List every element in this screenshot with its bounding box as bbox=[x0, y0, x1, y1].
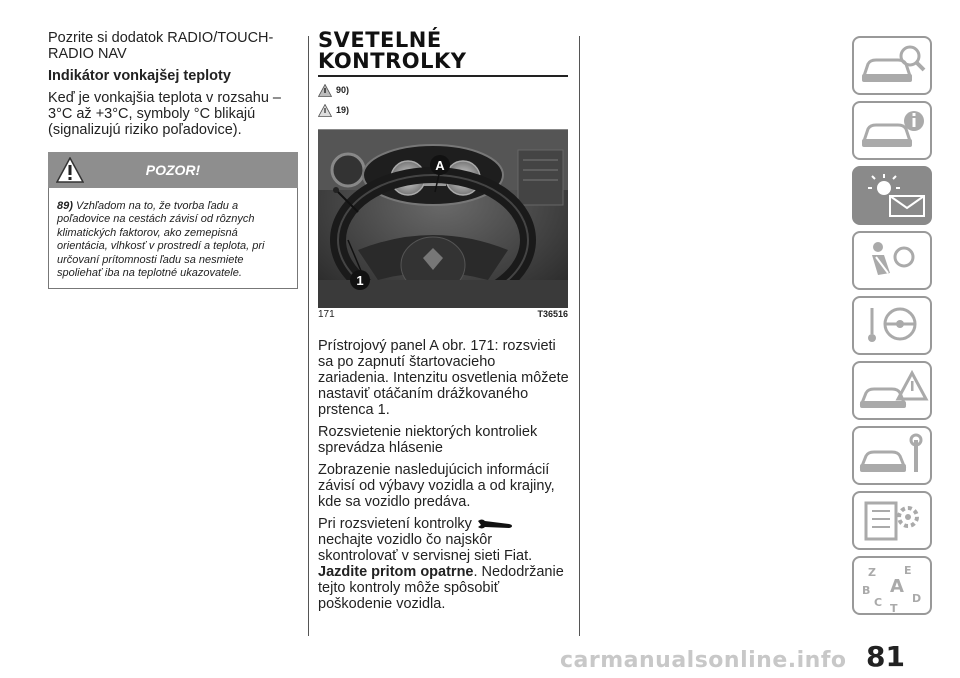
column-divider-right bbox=[579, 36, 580, 636]
airbag-seat-icon bbox=[854, 233, 930, 288]
caution-triangle-icon bbox=[318, 104, 332, 117]
reference-number: 19) bbox=[336, 105, 350, 115]
paragraph-equipment: Zobrazenie nasledujúcich informácií závisí od výbavy vozidla a od krajiny, kde sa vozidlo predáva. bbox=[318, 462, 555, 510]
svg-text:B: B bbox=[862, 584, 871, 597]
figure-number: 171 bbox=[318, 309, 335, 320]
car-warning-road-icon bbox=[854, 363, 930, 418]
dashboard-figure bbox=[318, 129, 568, 308]
car-search-icon bbox=[854, 38, 930, 93]
tab-airbag-seat[interactable] bbox=[852, 231, 932, 290]
paragraph-bold-text: Jazdite pritom opatrne bbox=[318, 564, 474, 580]
alphabet-index-icon bbox=[854, 558, 930, 613]
reference-row-1 bbox=[318, 83, 570, 97]
tab-warning-lights[interactable] bbox=[852, 166, 932, 225]
warning-box bbox=[48, 188, 298, 289]
specs-gear-icon bbox=[854, 493, 930, 548]
chapter-tabs bbox=[852, 36, 936, 621]
warning-header bbox=[48, 152, 298, 188]
paragraph-text: . Nedodržanie tejto kontroly môže spôsobiť poškodenie vozidla. bbox=[318, 564, 564, 612]
paragraph-messages: Rozsvietenie niektorých kontroliek sprevádza hlásenie bbox=[318, 424, 538, 456]
tab-index[interactable] bbox=[852, 556, 932, 615]
warning-number: 89) bbox=[57, 200, 73, 212]
tab-specs[interactable] bbox=[852, 491, 932, 550]
warning-triangle-icon bbox=[318, 84, 332, 97]
left-column bbox=[48, 30, 298, 289]
section-title-line1: SVETELNÉ bbox=[318, 28, 442, 52]
dashboard-photo bbox=[318, 130, 568, 308]
svg-text:E: E bbox=[904, 564, 912, 577]
car-info-icon bbox=[854, 103, 930, 158]
tab-car-search[interactable] bbox=[852, 36, 932, 95]
svg-text:D: D bbox=[912, 592, 922, 605]
svg-text:T: T bbox=[890, 602, 898, 613]
figure-id: T36516 bbox=[537, 309, 568, 319]
car-wrench-icon bbox=[854, 428, 930, 483]
warning-lights-icon bbox=[854, 168, 930, 223]
svg-text:A: A bbox=[890, 576, 904, 597]
reference-number: 90) bbox=[336, 85, 350, 95]
page-number: 81 bbox=[866, 640, 905, 673]
watermark-text: carmanualsonline.info bbox=[560, 648, 847, 673]
paragraph-text: nechajte vozidlo čo najskôr skontrolovať v servisnej sieti Fiat. bbox=[318, 532, 533, 564]
middle-column bbox=[318, 30, 570, 612]
tab-car-wrench[interactable] bbox=[852, 426, 932, 485]
temperature-paragraph: Keď je vonkajšia teplota v rozsahu –3°C až +3°C, symboly °C blikajú (signalizujú riziko poľadovice). bbox=[48, 90, 281, 138]
svg-text:C: C bbox=[874, 596, 883, 609]
wrench-icon bbox=[476, 517, 514, 531]
paragraph-warning-light bbox=[318, 516, 570, 612]
svg-text:Z: Z bbox=[868, 566, 876, 579]
title-underline bbox=[318, 75, 568, 77]
tab-car-warning[interactable] bbox=[852, 361, 932, 420]
intro-text: Pozrite si dodatok RADIO/TOUCH-RADIO NAV bbox=[48, 30, 274, 62]
column-divider-left bbox=[308, 36, 309, 636]
figure-label-a: A bbox=[435, 158, 445, 173]
paragraph-text: Pri rozsvietení kontrolky bbox=[318, 516, 472, 532]
tab-car-info[interactable] bbox=[852, 101, 932, 160]
section-title-line2: KONTROLKY bbox=[318, 49, 467, 73]
paragraph-instrument-panel: Prístrojový panel A obr. 171: rozsvieti sa po zapnutí štartovacieho zariadenia. Intenzitu osvetlenia môžete nastaviť otáčaním drážkovaného prstenca 1. bbox=[318, 338, 569, 418]
section-heading: Indikátor vonkajšej teploty bbox=[48, 68, 231, 84]
figure-caption bbox=[318, 309, 568, 320]
reference-row-2 bbox=[318, 103, 570, 117]
steering-key-icon bbox=[854, 298, 930, 353]
warning-text: Vzhľadom na to, že tvorba ľadu a poľadovice na cestách závisí od rôznych klimatických faktorov, ako zemepisná orientácia, vlhkosť v prostredí a teplota, pri určovaní prítomnosti ľadu sa nesmiete spoliehať iba na teplotné ukazovatele. bbox=[57, 200, 265, 280]
tab-steering-key[interactable] bbox=[852, 296, 932, 355]
warning-title: POZOR! bbox=[145, 162, 201, 178]
figure-label-1: 1 bbox=[356, 273, 364, 288]
